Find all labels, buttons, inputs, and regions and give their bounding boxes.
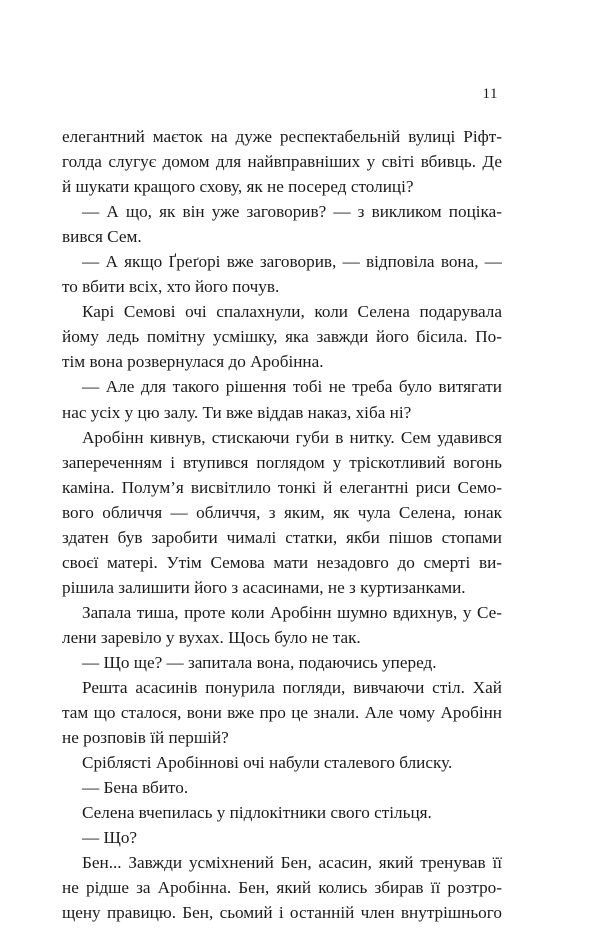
text-line: каміна. Полум’я висвітлило тонкі й елегантні риси Семо- <box>62 477 502 497</box>
text-line: вився Сем. <box>62 227 142 247</box>
text-line: щену правицю. Бен, сьомий і останній член внутрішнього <box>62 903 502 923</box>
text-line: й шукати кращого схову, як не посеред столиці? <box>62 177 414 197</box>
text-line: Карі Семові очі спалахнули, коли Селена подарувала <box>82 302 502 322</box>
text-line: — Бена вбито. <box>82 778 189 798</box>
text-line: — А якщо Ґреґорі вже заговорив, — відповіла вона, — <box>82 252 502 272</box>
text-line: лени заревіло у вухах. Щось було не так. <box>62 627 361 647</box>
text-line: — А що, як він уже заговорив? — з викликом поціка- <box>82 202 502 222</box>
text-line: не рідше за Аробінна. Бен, який колись збирав її розтро- <box>62 878 502 898</box>
text-line: тім вона розвернулася до Аробінна. <box>62 352 324 372</box>
text-line: Решта асасинів понурила погляди, вивчаючи стіл. Хай <box>82 678 502 698</box>
text-line: Запала тиша, проте коли Аробінн шумно вдихнув, у Се- <box>82 602 502 622</box>
text-line: здатен був заробити чималі статки, якби пішов стопами <box>62 527 502 547</box>
text-line: — Що? <box>82 828 138 848</box>
text-line: йому ледь помітну усмішку, яка завжди його бісила. По- <box>62 327 502 347</box>
text-line: Селена вчепилась у підлокітники свого стільця. <box>82 803 432 823</box>
text-line: своєї матері. Утім Семова мати незадовго до смерті ви- <box>62 552 502 572</box>
text-line: нас усіх у цю залу. Ти вже віддав наказ, хіба ні? <box>62 402 412 422</box>
text-line: — Але для такого рішення тобі не треба було витягати <box>82 377 502 397</box>
text-line: — Що ще? — запитала вона, подаючись уперед. <box>82 652 437 672</box>
text-line: Сріблясті Аробіннові очі набули сталевого блиску. <box>82 753 453 773</box>
text-line: то вбити всіх, хто його почув. <box>62 277 280 297</box>
text-line: вого обличчя — обличчя, з яким, як чула Селена, юнак <box>62 502 502 522</box>
body-text <box>62 124 502 926</box>
text-line: запереченням і втупився поглядом у тріскотливий вогонь <box>62 452 502 472</box>
text-line: не розповів їй першій? <box>62 728 229 748</box>
page-number: 11 <box>482 86 498 102</box>
text-line: Бен... Завжди усміхнений Бен, асасин, який тренував її <box>82 853 502 873</box>
text-line: там що сталося, вони вже про це знали. Але чому Аробінн <box>62 703 502 723</box>
text-line: рішила залишити його з асасинами, не з куртизанками. <box>62 577 466 597</box>
text-line: голда слугує домом для найвправніших у світі вбивць. Де <box>62 152 502 172</box>
text-line: елегантний маєток на дуже респектабельній вулиці Ріфт- <box>62 127 502 146</box>
text-line: Аробінн кивнув, стискаючи губи в нитку. Сем удавився <box>82 427 502 447</box>
